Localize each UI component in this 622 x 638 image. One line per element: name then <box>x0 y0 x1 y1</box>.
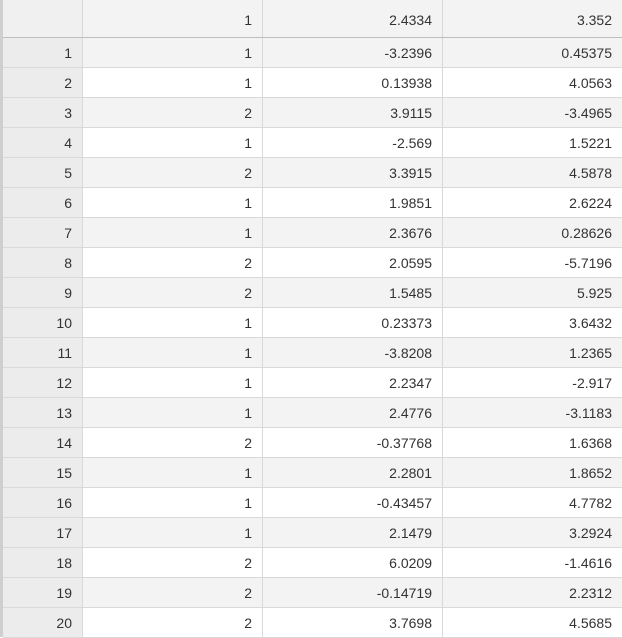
table-row[interactable] <box>3 98 622 128</box>
table-cell-col1[interactable]: 1 <box>83 68 263 97</box>
table-cell-col3[interactable]: 1.5221 <box>569 134 612 151</box>
table-cell-col2[interactable]: -3.2396 <box>263 38 443 67</box>
table-cell-col2[interactable]: 1.5485 <box>263 278 443 307</box>
row-index-cell[interactable]: 1 <box>3 38 83 67</box>
table-cell-col3[interactable]: -1.4616 <box>564 554 612 571</box>
row-index-cell[interactable]: 13 <box>3 398 83 427</box>
row-index-cell[interactable]: 14 <box>3 428 83 457</box>
table-row[interactable] <box>3 488 622 518</box>
table-row[interactable] <box>3 308 622 338</box>
table-cell-col2[interactable]: 1.9851 <box>263 188 443 217</box>
table-row[interactable] <box>3 128 622 158</box>
table-cell-col2[interactable]: 2.1479 <box>263 518 443 547</box>
table-cell-col1[interactable]: 2 <box>83 248 263 277</box>
table-cell-col3[interactable]: 1.6368 <box>569 434 612 451</box>
table-cell-col3[interactable]: 4.5685 <box>569 614 612 631</box>
table-cell-col1[interactable]: 1 <box>83 308 263 337</box>
table-cell-col1[interactable]: 1 <box>83 518 263 547</box>
table-cell-col3[interactable]: 4.7782 <box>569 494 612 511</box>
table-row[interactable] <box>3 248 622 278</box>
table-cell-col1[interactable]: 2 <box>83 428 263 457</box>
table-cell-col2[interactable]: 2.3676 <box>263 218 443 247</box>
table-cell-col1[interactable]: 1 <box>83 458 263 487</box>
table-row[interactable] <box>3 398 622 428</box>
table-cell-col2[interactable]: -0.37768 <box>263 428 443 457</box>
table-body <box>3 38 622 638</box>
row-index-cell[interactable]: 20 <box>3 608 83 637</box>
table-cell-col3[interactable]: 4.0563 <box>569 74 612 91</box>
row-index-cell[interactable]: 17 <box>3 518 83 547</box>
row-index-cell[interactable]: 10 <box>3 308 83 337</box>
table-cell-col1[interactable]: 1 <box>83 368 263 397</box>
table-row[interactable] <box>3 458 622 488</box>
table-cell-col2[interactable]: 2.2801 <box>263 458 443 487</box>
row-index-cell[interactable]: 4 <box>3 128 83 157</box>
table-cell-col3[interactable]: 4.5878 <box>569 164 612 181</box>
table-cell-col2[interactable]: -3.8208 <box>263 338 443 367</box>
table-cell-col2[interactable]: -0.43457 <box>263 488 443 517</box>
column-header-2[interactable]: 2.4334 <box>263 0 443 37</box>
table-row[interactable] <box>3 338 622 368</box>
table-header-row <box>3 0 622 38</box>
table-row[interactable] <box>3 278 622 308</box>
table-cell-col1[interactable]: 1 <box>83 488 263 517</box>
table-cell-col1[interactable]: 1 <box>83 188 263 217</box>
row-index-cell[interactable]: 9 <box>3 278 83 307</box>
table-cell-col3[interactable]: 5.925 <box>576 284 612 301</box>
table-cell-col2[interactable]: 0.13938 <box>263 68 443 97</box>
table-row[interactable] <box>3 428 622 458</box>
table-cell-col3[interactable]: 1.2365 <box>569 344 612 361</box>
table-cell-col1[interactable]: 1 <box>83 38 263 67</box>
table-cell-col3[interactable]: -3.4965 <box>564 104 612 121</box>
table-cell-col1[interactable]: 1 <box>83 398 263 427</box>
table-row[interactable] <box>3 608 622 638</box>
table-row[interactable] <box>3 578 622 608</box>
table-cell-col1[interactable]: 2 <box>83 548 263 577</box>
table-cell-col2[interactable]: -2.569 <box>263 128 443 157</box>
row-index-cell[interactable]: 19 <box>3 578 83 607</box>
table-row[interactable] <box>3 368 622 398</box>
column-header-1[interactable]: 1 <box>83 0 263 37</box>
table-cell-col3[interactable]: 3.6432 <box>569 314 612 331</box>
table-cell-col1[interactable]: 1 <box>83 128 263 157</box>
table-cell-col1[interactable]: 2 <box>83 98 263 127</box>
row-index-cell[interactable]: 6 <box>3 188 83 217</box>
table-cell-col1[interactable]: 1 <box>83 218 263 247</box>
row-index-cell[interactable]: 3 <box>3 98 83 127</box>
table-row[interactable] <box>3 518 622 548</box>
table-row[interactable] <box>3 218 622 248</box>
row-index-cell[interactable]: 15 <box>3 458 83 487</box>
table-cell-col2[interactable]: 3.7698 <box>263 608 443 637</box>
table-cell-col1[interactable]: 2 <box>83 158 263 187</box>
table-cell-col1[interactable]: 1 <box>83 338 263 367</box>
column-header-3[interactable]: 3.352 <box>576 11 612 28</box>
table-cell-col3[interactable]: 3.2924 <box>569 524 612 541</box>
table-row[interactable] <box>3 68 622 98</box>
row-index-cell[interactable]: 2 <box>3 68 83 97</box>
row-index-cell[interactable]: 8 <box>3 248 83 277</box>
table-cell-col2[interactable]: -0.14719 <box>263 578 443 607</box>
row-index-cell[interactable]: 7 <box>3 218 83 247</box>
table-cell-col1[interactable]: 2 <box>83 578 263 607</box>
corner-cell[interactable] <box>3 0 83 37</box>
table-cell-col1[interactable]: 2 <box>83 278 263 307</box>
table-cell-col2[interactable]: 3.3915 <box>263 158 443 187</box>
table-cell-col3[interactable]: -5.7196 <box>564 254 612 271</box>
table-row[interactable] <box>3 38 622 68</box>
table-cell-col3[interactable]: 0.45375 <box>561 44 612 61</box>
table-cell-col3[interactable]: 0.28626 <box>561 224 612 241</box>
table-cell-col3[interactable]: -3.1183 <box>565 404 612 421</box>
table-row[interactable] <box>3 548 622 578</box>
row-index-cell[interactable]: 12 <box>3 368 83 397</box>
table-cell-col2[interactable]: 0.23373 <box>263 308 443 337</box>
table-cell-col2[interactable]: 6.0209 <box>263 548 443 577</box>
table-cell-col3[interactable]: 2.6224 <box>569 194 612 211</box>
table-cell-col2[interactable]: 3.9115 <box>263 98 443 127</box>
table-row[interactable] <box>3 188 622 218</box>
table-cell-col2[interactable]: 2.4776 <box>263 398 443 427</box>
table-cell-col2[interactable]: 2.0595 <box>263 248 443 277</box>
table-cell-col2[interactable]: 2.2347 <box>263 368 443 397</box>
row-index-cell[interactable]: 11 <box>3 338 83 367</box>
table-cell-col3[interactable]: 2.2312 <box>569 584 612 601</box>
table-row[interactable] <box>3 158 622 188</box>
row-index-cell[interactable]: 16 <box>3 488 83 517</box>
table-cell-col3[interactable]: 1.8652 <box>569 464 612 481</box>
row-index-cell[interactable]: 18 <box>3 548 83 577</box>
table-cell-col3[interactable]: -2.917 <box>572 374 612 391</box>
table-cell-col1[interactable]: 2 <box>83 608 263 637</box>
row-index-cell[interactable]: 5 <box>3 158 83 187</box>
